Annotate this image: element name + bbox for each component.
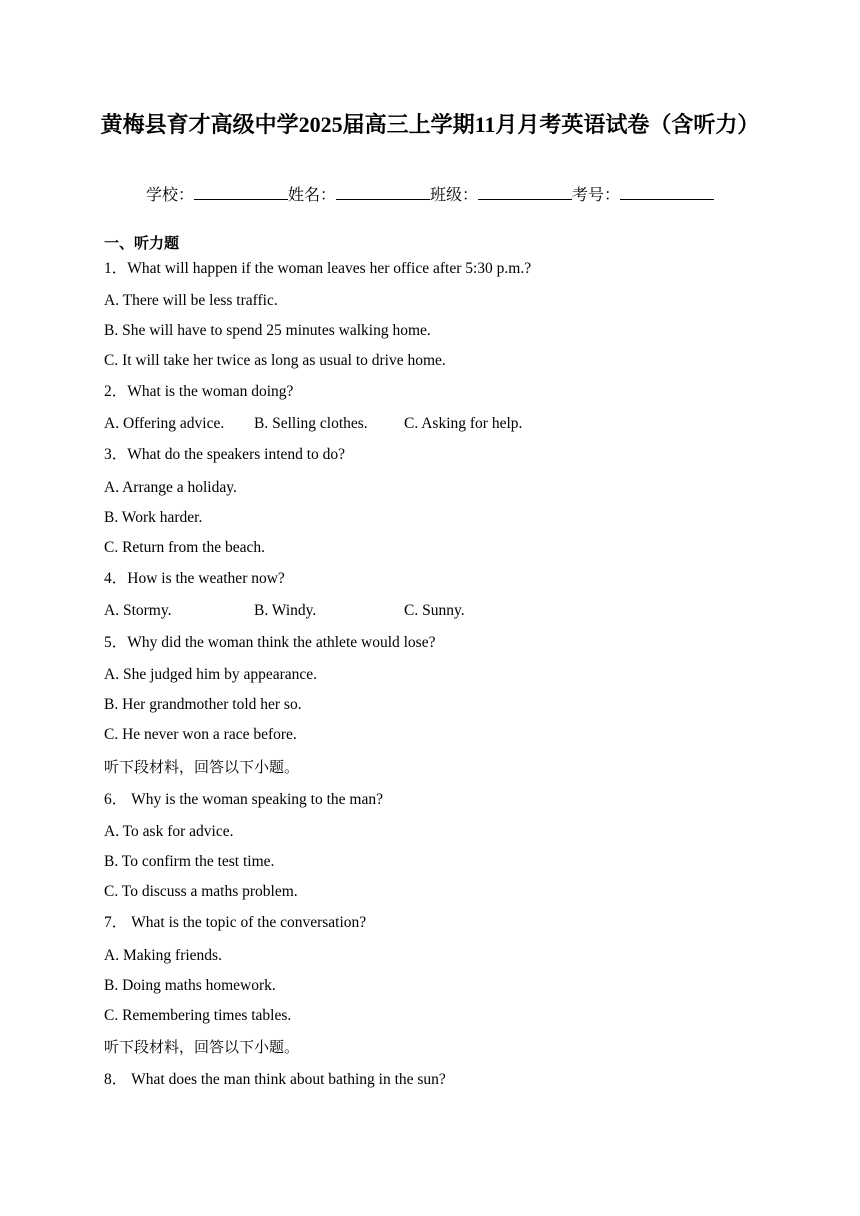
option-2b: B. Selling clothes.	[254, 415, 368, 432]
question-text: What do the speakers intend to do?	[127, 446, 346, 463]
option-3b: B. Work harder.	[104, 509, 203, 526]
question-number: 3．	[104, 446, 128, 463]
question-7	[104, 912, 366, 934]
question-2	[104, 381, 293, 403]
option-1b: B. She will have to spend 25 minutes walking home.	[104, 322, 431, 339]
question-number: 5．	[104, 634, 128, 651]
class-label: 班级：	[430, 185, 479, 204]
option-6a: A. To ask for advice.	[104, 823, 234, 840]
exam-no-label: 考号：	[572, 185, 621, 204]
question-1	[104, 258, 531, 280]
question-number: 7．	[104, 914, 128, 931]
option-3a: A. Arrange a holiday.	[104, 479, 237, 496]
page-title: 黄梅县育才高级中学2025届高三上学期11月月考英语试卷（含听力）	[100, 112, 760, 137]
question-text: What does the man think about bathing in the sun?	[131, 1071, 446, 1088]
option-3c: C. Return from the beach.	[104, 539, 265, 556]
option-4b: B. Windy.	[254, 602, 317, 619]
question-text: How is the weather now?	[127, 570, 285, 587]
question-3	[104, 444, 345, 466]
options-row-2	[104, 413, 522, 435]
school-blank	[194, 183, 288, 200]
question-text: What is the topic of the conversation?	[131, 914, 367, 931]
option-6b: B. To confirm the test time.	[104, 853, 275, 870]
option-6c: C. To discuss a maths problem.	[104, 883, 298, 900]
question-number: 6．	[104, 791, 128, 808]
question-8	[104, 1069, 446, 1091]
question-number: 1．	[104, 260, 128, 277]
option-5a: A. She judged him by appearance.	[104, 666, 318, 683]
name-label: 姓名：	[287, 185, 336, 204]
listening-instruction: 听下段材料，回答以下小题。	[104, 1038, 300, 1056]
option-7c: C. Remembering times tables.	[104, 1007, 292, 1024]
option-1c: C. It will take her twice as long as usual to drive home.	[104, 352, 446, 369]
question-4	[104, 568, 285, 590]
class-blank	[478, 183, 572, 200]
option-5b: B. Her grandmother told her so.	[104, 696, 302, 713]
question-number: 2．	[104, 383, 128, 400]
student-info-line	[0, 183, 860, 206]
question-text: Why is the woman speaking to the man?	[131, 791, 383, 808]
name-blank	[336, 183, 430, 200]
question-text: What will happen if the woman leaves her office after 5:30 p.m.?	[127, 260, 532, 277]
option-5c: C. He never won a race before.	[104, 726, 297, 743]
listening-instruction: 听下段材料，回答以下小题。	[104, 758, 300, 776]
exam-no-blank	[620, 183, 714, 200]
option-2c: C. Asking for help.	[404, 415, 523, 432]
option-7a: A. Making friends.	[104, 947, 222, 964]
question-5	[104, 632, 435, 654]
question-text: Why did the woman think the athlete would lose?	[127, 634, 436, 651]
section-heading: 一、听力题	[104, 234, 180, 252]
option-7b: B. Doing maths homework.	[104, 977, 276, 994]
question-text: What is the woman doing?	[127, 383, 294, 400]
option-4c: C. Sunny.	[404, 602, 465, 619]
options-row-4	[104, 600, 465, 622]
question-number: 4．	[104, 570, 128, 587]
option-1a: A. There will be less traffic.	[104, 292, 278, 309]
option-2a: A. Offering advice.	[104, 415, 225, 432]
question-6	[104, 789, 383, 811]
question-number: 8．	[104, 1071, 128, 1088]
option-4a: A. Stormy.	[104, 602, 172, 619]
school-label: 学校：	[145, 185, 194, 204]
